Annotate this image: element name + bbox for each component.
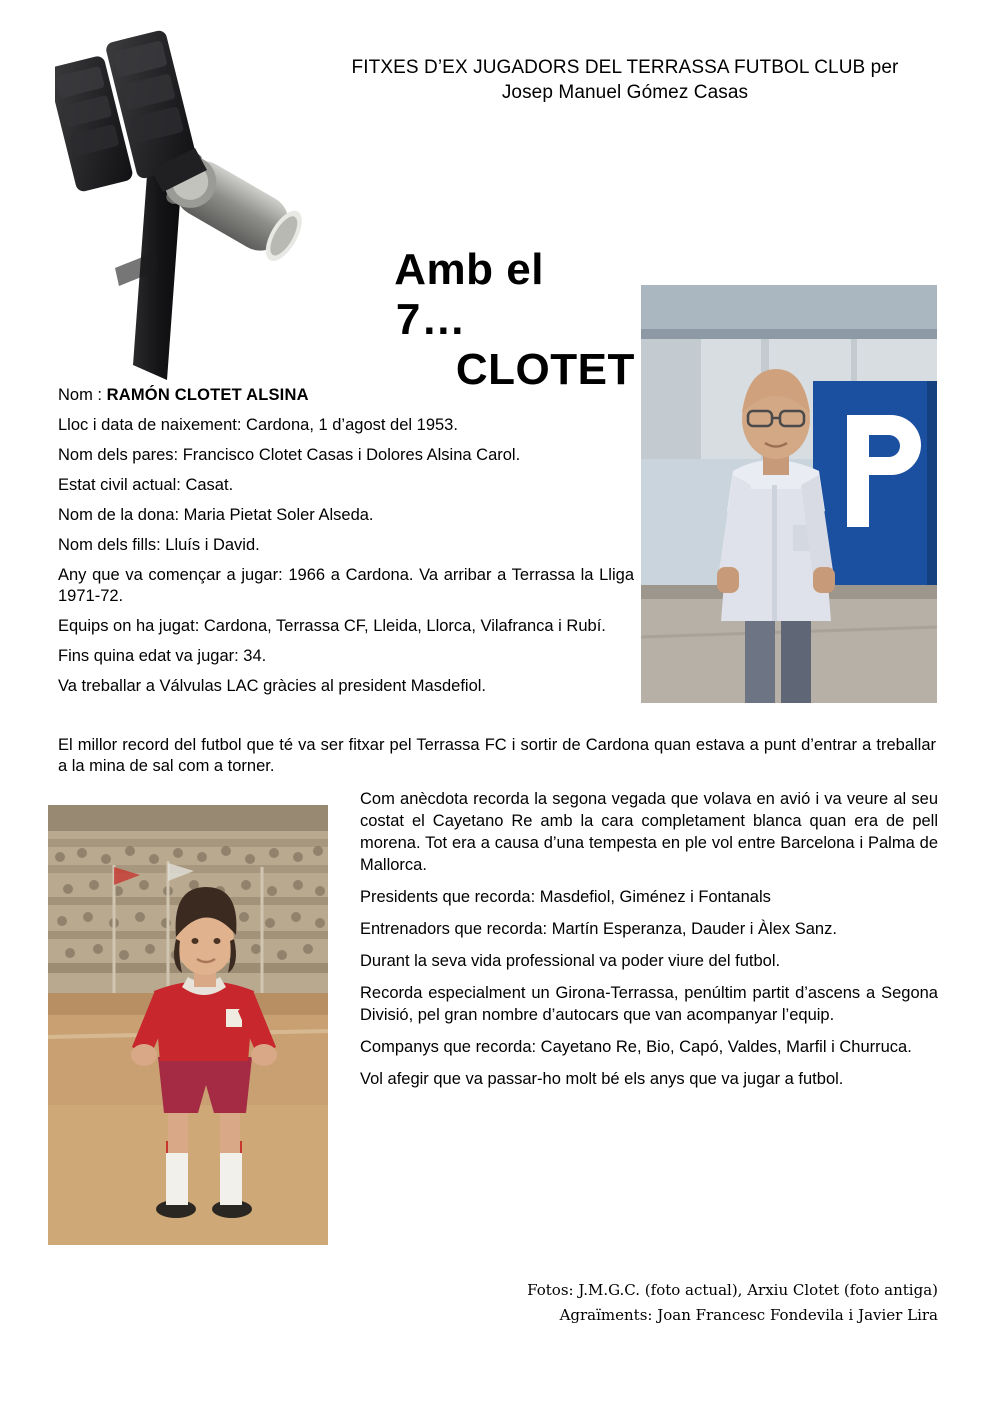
title-player-name: CLOTET — [455, 345, 635, 394]
document-footer — [430, 1278, 938, 1328]
floodlight-photo — [55, 20, 320, 380]
footer-photos-credit: Fotos: J.M.G.C. (foto actual), Arxiu Clotet (foto antiga) — [527, 1281, 938, 1299]
bio-civil-status: Estat civil actual: Casat. — [58, 476, 234, 494]
coaches-paragraph: Entrenadors que recorda: Martín Esperanza, Dauder i Àlex Sanz. — [360, 920, 837, 938]
header-line-1: FITXES D’EX JUGADORS DEL TERRASSA FUTBOL CLUB per — [351, 57, 899, 78]
bio-block — [58, 385, 634, 706]
bio-name-line — [58, 385, 634, 406]
professional-life-paragraph: Durant la seva vida professional va poder viure del futbol. — [360, 952, 781, 970]
bio-teams: Equips on ha jugat: Cardona, Terrassa CF, Lleida, Llorca, Vilafranca i Rubí. — [58, 617, 606, 635]
bio-name-label: Nom : — [58, 386, 103, 404]
floodlight-photo-label — [320, 20, 321, 21]
footer-thanks-credit: Agraïments: Joan Francesc Fondevila i Javier Lira — [559, 1306, 938, 1324]
closing-paragraph: Vol afegir que va passar-ho molt bé els anys que va jugar a futbol. — [360, 1070, 844, 1088]
presidents-paragraph: Presidents que recorda: Masdefiol, Giménez i Fontanals — [360, 888, 771, 906]
title-prefix: Amb el — [394, 245, 544, 294]
bio-until-age: Fins quina edat va jugar: 34. — [58, 647, 267, 665]
header-line-2: Josep Manuel Gómez Casas — [501, 82, 749, 103]
old-photo — [48, 805, 328, 1245]
current-photo — [641, 285, 937, 703]
bio-birth: Lloc i data de naixement: Cardona, 1 d’agost del 1953. — [58, 416, 458, 434]
bio-start-year: Any que va començar a jugar: 1966 a Cardona. Va arribar a Terrassa la Lliga 1971-72. — [58, 566, 634, 605]
document-header — [300, 55, 950, 105]
bio-work: Va treballar a Válvulas LAC gràcies al president Masdefiol. — [58, 677, 486, 695]
bio-name-value: RAMÓN CLOTET ALSINA — [106, 386, 309, 404]
bio-wife: Nom de la dona: Maria Pietat Soler Alseda. — [58, 506, 374, 524]
bio-parents: Nom dels pares: Francisco Clotet Casas i Dolores Alsina Carol. — [58, 446, 521, 464]
teammates-paragraph: Companys que recorda: Cayetano Re, Bio, Capó, Valdes, Marfil i Churruca. — [360, 1038, 912, 1056]
anecdote-paragraph: Com anècdota recorda la segona vegada que volava en avió i va veure al seu costat el Cayetano Re amb la cara completament blanca quan era de pell morena. Tot era a causa d’una tempesta en ple vol entre Barcelona i Palma de Mallorca. — [360, 790, 938, 874]
bio-best-memory: El millor record del futbol que té va ser fitxar pel Terrassa FC i sortir de Cardona quan estava a punt d’entrar a treballar a la mina de sal com a torner. — [58, 736, 936, 775]
title-number: 7… — [395, 295, 467, 344]
bio-best-memory-block — [58, 735, 936, 777]
special-match-paragraph: Recorda especialment un Girona-Terrassa, penúltim partit d’ascens a Segona Divisió, pel gran nombre d’autocars que van acompanyar l’equip. — [360, 984, 938, 1024]
bio-children: Nom dels fills: Lluís i David. — [58, 536, 260, 554]
right-column-text — [360, 788, 938, 1090]
